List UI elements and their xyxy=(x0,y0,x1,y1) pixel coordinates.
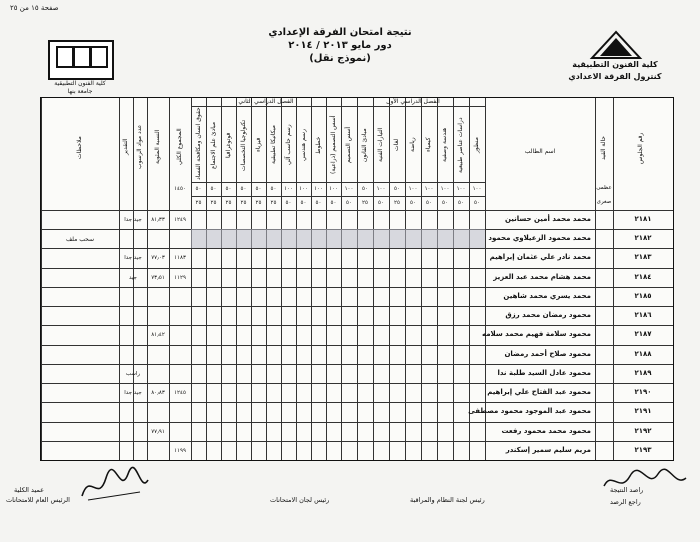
student-name: محمد يسري محمد شاهين xyxy=(503,291,591,300)
column-divider xyxy=(266,98,267,460)
row-divider xyxy=(191,106,485,107)
max-row-label: عظمى xyxy=(596,185,612,191)
percent-cell: ٨١٫٣٣ xyxy=(151,217,165,223)
seat-number: ٢١٩٠ xyxy=(634,388,652,397)
notes-cell: سحب ملف xyxy=(65,236,95,244)
student-name: محمود رمضان محمد رزق xyxy=(505,311,591,320)
max-mark: ٥٠ xyxy=(270,186,277,192)
subject-header: منظور xyxy=(473,137,480,153)
student-name: محمود صلاح أحمد رمضان xyxy=(504,349,591,358)
max-mark: ١٠٠ xyxy=(424,186,434,192)
min-mark: ٥٠ xyxy=(285,200,292,206)
row-divider xyxy=(191,196,485,197)
row-divider xyxy=(41,422,673,423)
column-divider xyxy=(221,98,222,460)
column-divider xyxy=(421,98,422,460)
subject-header: ميكانيكا تطبيقية xyxy=(270,125,277,165)
total-cell: ١١٢٩ xyxy=(174,274,186,281)
row-divider xyxy=(41,325,673,326)
seat-number: ٢١٨٧ xyxy=(634,330,652,339)
notes-header: ملاحظات xyxy=(76,136,83,160)
percent-cell: ٨٠٫٨٣ xyxy=(151,390,165,397)
subject-header: رسم هندسي xyxy=(300,129,307,161)
column-divider xyxy=(595,98,596,460)
subject-header: مبادئ القانون xyxy=(361,128,368,162)
subject-header: التيارات الفنية xyxy=(377,127,384,163)
logo-caption: كلية الفنون التطبيقية xyxy=(54,80,106,87)
student-name: محمود عبد الفتاح علي إبراهيم xyxy=(487,388,591,397)
control-name: كنترول الفرقة الاعدادي xyxy=(568,72,662,81)
seat-number: ٢١٨٩ xyxy=(634,368,652,377)
subject-header: مبادئ علم الاجتماع xyxy=(210,121,217,169)
seat-number: ٢١٨٥ xyxy=(634,291,652,300)
max-mark: ١٠٠ xyxy=(344,186,354,192)
seat-number: ٢١٨١ xyxy=(634,215,652,223)
signature-writer: راصد النتيجة xyxy=(610,486,644,494)
percent-cell: ٧٧٫٩١ xyxy=(151,428,165,435)
form-type: (نموذج نقل) xyxy=(309,53,371,64)
signature-dean-label: عميد الكلية xyxy=(14,486,45,494)
subject-header: رياضة xyxy=(409,137,416,153)
student-name: محمود عبد الموجود محمود مصطفى xyxy=(468,407,591,416)
subject-header: فيزياء xyxy=(255,137,262,153)
max-mark: ٥٠ xyxy=(255,186,262,192)
seat-number-header: رقم الجلوس xyxy=(637,132,644,164)
term2-header: الفصل الدراسي الثاني xyxy=(238,98,294,105)
subject-header: رسم حاسب آلي xyxy=(285,124,292,166)
min-mark: ٥٠ xyxy=(378,200,384,206)
faculty-name: كلية الفنون التطبيقية xyxy=(572,60,658,69)
signature-dean-sub: الرئيس العام للامتحانات xyxy=(6,496,70,504)
subject-header: فوتوغرافيا xyxy=(225,132,232,158)
total-header: المجموع الكلي xyxy=(176,128,183,166)
pyramid-logo xyxy=(586,30,646,60)
min-row-label: صغرى xyxy=(596,199,612,205)
min-mark: ٢٥ xyxy=(195,200,202,206)
seat-number: ٢١٨٤ xyxy=(634,272,652,281)
max-mark: ٥٠ xyxy=(240,186,247,192)
min-mark: ٢٥ xyxy=(362,200,368,206)
max-mark: ١٠٠ xyxy=(329,186,338,192)
max-mark: ١٠٠ xyxy=(299,186,308,192)
dean-signature xyxy=(80,466,150,506)
student-name: محمود عادل السيد طلبة ندا xyxy=(497,368,591,377)
subject-header: أسس التصميم xyxy=(345,126,352,164)
max-mark: ١٠٠ xyxy=(456,186,466,192)
grade-cell: جيد xyxy=(129,274,137,281)
min-mark: ٥٠ xyxy=(426,200,432,206)
row-divider xyxy=(41,287,673,288)
subject-header: خطوط xyxy=(315,136,322,154)
column-divider xyxy=(311,98,312,460)
column-divider xyxy=(191,98,192,460)
signature-committee: رئيس لجان الامتحانات xyxy=(270,496,330,504)
min-mark: ٥٠ xyxy=(300,200,307,206)
total-cell: ١١٩٩ xyxy=(174,447,186,454)
subject-header: حقوق انسان ومكافحة الفساد xyxy=(195,107,202,180)
min-mark: ٢٥ xyxy=(240,200,247,206)
row-divider xyxy=(41,383,673,384)
student-name: محمود سلامة فهيم محمد سلامه xyxy=(481,330,591,339)
subject-header: هندسة وصفية xyxy=(441,127,448,163)
min-mark: ٢٥ xyxy=(225,200,232,206)
grade-cell: راسب xyxy=(125,370,141,377)
subject-header: تكنولوجيا التخصصات xyxy=(240,119,247,171)
max-mark: ٥٠ xyxy=(210,186,217,192)
signature-reviewer: راجع الرصد xyxy=(610,498,641,506)
withdrawn-row-shade xyxy=(191,229,485,248)
min-mark: ٥٠ xyxy=(346,200,352,206)
row-divider xyxy=(41,402,673,403)
seat-number: ٢١٩٢ xyxy=(634,426,652,435)
min-mark: ٥٠ xyxy=(330,200,337,206)
column-divider xyxy=(389,98,390,460)
seat-number: ٢١٨٦ xyxy=(634,311,652,320)
min-mark: ٢٥ xyxy=(210,200,217,206)
max-total: ١٤٥٠ xyxy=(174,186,186,192)
row-divider xyxy=(41,248,673,249)
row-divider xyxy=(41,210,673,211)
grade-cell: جيد جدا xyxy=(124,255,142,262)
total-cell: ١٢٤٩ xyxy=(174,217,186,223)
institution-logo xyxy=(48,40,114,80)
max-mark: ١٠٠ xyxy=(440,186,450,192)
seat-number: ٢١٩١ xyxy=(634,407,652,416)
student-name: محمد محمود الزعيلاوي محمود xyxy=(488,234,591,243)
max-mark: ٥٠ xyxy=(394,186,400,192)
min-mark: ٢٥ xyxy=(270,200,277,206)
seat-number: ٢١٨٣ xyxy=(634,253,652,262)
column-divider xyxy=(373,98,374,460)
max-mark: ١٠٠ xyxy=(376,186,386,192)
grade-cell: جيد جدا xyxy=(124,390,142,397)
title-block xyxy=(230,26,450,65)
fail-count-header: عدد مواد الرسوب xyxy=(136,124,143,170)
row-divider xyxy=(41,364,673,365)
term1-header: الفصل الدراسي الأول xyxy=(386,98,440,105)
column-divider xyxy=(453,98,454,460)
subject-header: لغات xyxy=(393,138,400,152)
student-name: محمد محمد أمين حسانين xyxy=(504,215,591,223)
row-divider xyxy=(191,182,485,183)
exam-session: دور مايو ٢٠١٣ / ٢٠١٤ xyxy=(288,40,392,51)
results-table xyxy=(40,97,674,461)
column-divider xyxy=(341,98,342,460)
row-divider xyxy=(41,441,673,442)
logo-subcaption: جامعة بنها xyxy=(67,88,93,95)
min-mark: ٥٠ xyxy=(474,200,480,206)
column-divider xyxy=(357,98,358,460)
row-divider xyxy=(41,306,673,307)
column-divider xyxy=(236,98,237,460)
grade-header: التقدير xyxy=(122,138,129,156)
grade-cell: جيد جدا xyxy=(124,217,142,223)
max-mark: ١٠٠ xyxy=(472,186,482,192)
column-divider xyxy=(405,98,406,460)
min-mark: ٥٠ xyxy=(458,200,464,206)
column-divider xyxy=(469,98,470,460)
column-divider xyxy=(437,98,438,460)
min-mark: ٥٠ xyxy=(410,200,416,206)
min-mark: ٥٠ xyxy=(315,200,322,206)
column-divider xyxy=(296,98,297,460)
seat-number: ٢١٩٣ xyxy=(634,445,652,454)
student-name: مريم سليم سمير إسكندر xyxy=(505,445,591,454)
column-divider xyxy=(41,98,42,460)
row-divider xyxy=(41,345,673,346)
student-name: محمود محمد محمود رفعت xyxy=(501,426,591,435)
column-divider xyxy=(281,98,282,460)
min-mark: ٢٥ xyxy=(255,200,262,206)
max-mark: ١٠٠ xyxy=(408,186,418,192)
student-name-header: اسم الطالب xyxy=(524,148,556,155)
student-name: محمد نادر علي عثمان إبراهيم xyxy=(489,253,591,262)
min-mark: ٥٠ xyxy=(442,200,448,206)
page-number: صفحة ١٥ من ٢٥ xyxy=(10,4,59,12)
subject-header: دراسات عناصر طبيعية xyxy=(457,117,464,173)
percent-cell: ٧٧٫٠٣ xyxy=(151,255,165,262)
max-mark: ٥٠ xyxy=(225,186,232,192)
row-divider xyxy=(41,268,673,269)
column-divider xyxy=(251,98,252,460)
percent-header: النسبة المئوية xyxy=(154,129,161,165)
student-name: محمد هشام محمد عبد العزيز xyxy=(493,272,591,281)
page-title: نتيجة امتحان الفرقة الإعدادي xyxy=(268,27,412,38)
total-cell: ١١٨٣ xyxy=(174,255,186,262)
column-divider xyxy=(206,98,207,460)
max-mark: ٥٠ xyxy=(362,186,368,192)
seat-number: ٢١٨٨ xyxy=(634,349,652,358)
seat-number: ٢١٨٢ xyxy=(634,234,652,243)
percent-cell: ٧٣٫٥١ xyxy=(151,274,165,281)
column-divider xyxy=(326,98,327,460)
subject-header: أسس التصميم (ذراعية) xyxy=(330,115,337,175)
status-header: حالة القيد xyxy=(600,136,607,160)
percent-cell: ٨١٫٤٢ xyxy=(151,332,165,339)
signature-checker: رئيس لجنة النظام والمراقبة xyxy=(410,496,485,504)
total-cell: ١٢٤٥ xyxy=(174,390,186,397)
subject-header: كيمياء xyxy=(425,137,432,153)
min-mark: ٢٥ xyxy=(394,200,400,206)
max-mark: ٥٠ xyxy=(195,186,202,192)
max-mark: ١٠٠ xyxy=(284,186,293,192)
max-mark: ١٠٠ xyxy=(314,186,323,192)
